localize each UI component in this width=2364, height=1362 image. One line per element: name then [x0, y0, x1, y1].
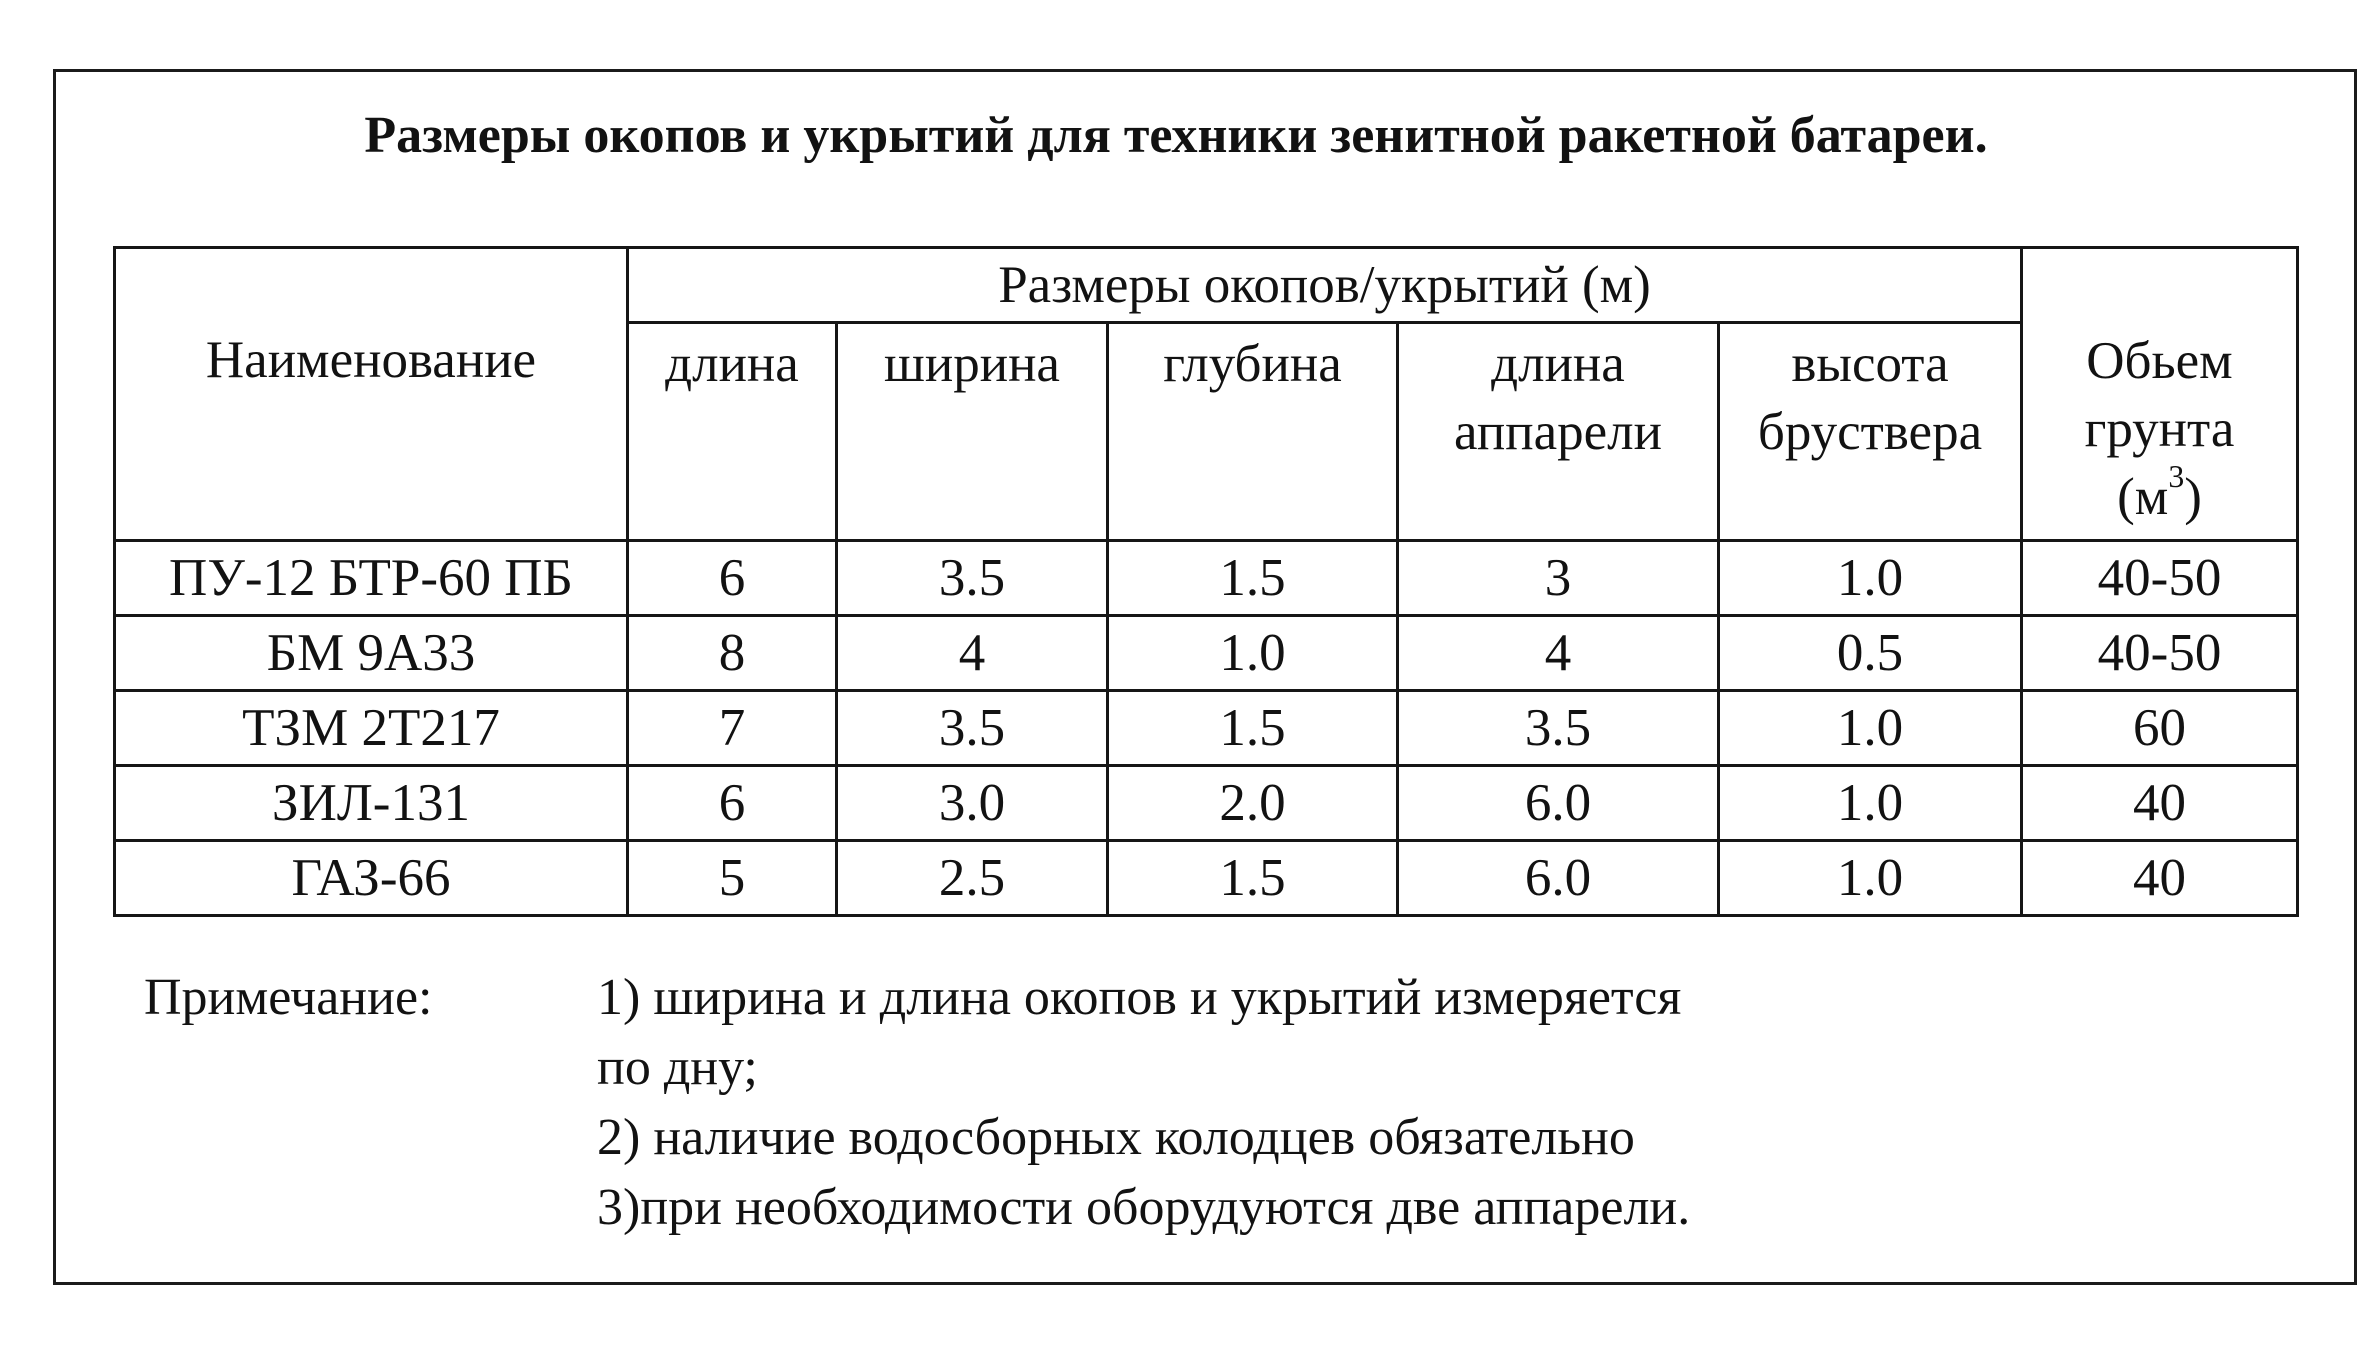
- table-row: [115, 766, 2298, 841]
- cell-length: 7: [628, 691, 837, 766]
- cell-ramp-length: 6.0: [1398, 841, 1719, 916]
- header-name: Наименование: [115, 248, 628, 541]
- header-length-label: длина: [665, 335, 799, 393]
- cell-ramp-length: 3.5: [1398, 691, 1719, 766]
- note-line: 1) ширина и длина окопов и укрытий измеряется: [597, 969, 1682, 1026]
- header-width: [837, 323, 1108, 541]
- cell-soil-volume: 60: [2022, 691, 2298, 766]
- cell-parapet-height: 1.0: [1719, 541, 2022, 616]
- header-row-top: [115, 248, 2298, 323]
- cell-length: 8: [628, 616, 837, 691]
- header-ramp-length: [1398, 323, 1719, 541]
- cell-length: 6: [628, 541, 837, 616]
- cell-parapet-height: 1.0: [1719, 766, 2022, 841]
- note-line: по дну;: [597, 1039, 758, 1096]
- cell-soil-volume: 40: [2022, 766, 2298, 841]
- note-line: 3)при необходимости оборудуются две аппарели.: [597, 1179, 1691, 1236]
- unit-close: ): [2184, 468, 2202, 526]
- cell-parapet-height: 1.0: [1719, 841, 2022, 916]
- header-soil-volume-line1: Обьем: [2086, 332, 2233, 390]
- cell-width: 4: [837, 616, 1108, 691]
- header-parapet-height-line1: высота: [1791, 335, 1949, 393]
- page-title: Размеры окопов и укрытий для техники зенитной ракетной батареи.: [364, 107, 1988, 164]
- cell-depth: 1.5: [1108, 541, 1398, 616]
- cell-depth: 2.0: [1108, 766, 1398, 841]
- cell-depth: 1.5: [1108, 841, 1398, 916]
- cell-parapet-height: 1.0: [1719, 691, 2022, 766]
- cell-name: ТЗМ 2Т217: [115, 691, 628, 766]
- header-depth: [1108, 323, 1398, 541]
- unit-exponent: 3: [2168, 458, 2185, 494]
- header-parapet-height-line2: бруствера: [1757, 403, 1983, 461]
- cell-length: 6: [628, 766, 837, 841]
- header-depth-label: глубина: [1163, 335, 1342, 393]
- unit-open: (м: [2117, 468, 2169, 526]
- header-soil-volume-unit: [2023, 458, 2296, 531]
- header-dimensions-group: Размеры окопов/укрытий (м): [628, 248, 2022, 323]
- header-soil-volume: [2022, 248, 2298, 541]
- header-ramp-length-line1: длина: [1491, 335, 1625, 393]
- cell-width: 3.0: [837, 766, 1108, 841]
- header-parapet-height: [1719, 323, 2022, 541]
- cell-name: ПУ-12 БТР-60 ПБ: [115, 541, 628, 616]
- cell-name: ГАЗ-66: [115, 841, 628, 916]
- cell-soil-volume: 40-50: [2022, 616, 2298, 691]
- cell-name: БМ 9А33: [115, 616, 628, 691]
- dimensions-table: [113, 246, 2299, 917]
- header-soil-volume-line2: грунта: [2084, 400, 2235, 458]
- header-ramp-length-line2: аппарели: [1454, 403, 1662, 461]
- cell-width: 3.5: [837, 691, 1108, 766]
- note-label: Примечание:: [144, 969, 433, 1026]
- cell-soil-volume: 40: [2022, 841, 2298, 916]
- cell-width: 2.5: [837, 841, 1108, 916]
- table-row: [115, 691, 2298, 766]
- cell-ramp-length: 6.0: [1398, 766, 1719, 841]
- header-width-label: ширина: [884, 335, 1060, 393]
- table-row: [115, 541, 2298, 616]
- cell-parapet-height: 0.5: [1719, 616, 2022, 691]
- cell-depth: 1.5: [1108, 691, 1398, 766]
- note-text: [597, 963, 1690, 1243]
- table-row: [115, 841, 2298, 916]
- table-row: [115, 616, 2298, 691]
- note-line: 2) наличие водосборных колодцев обязательно: [597, 1109, 1635, 1166]
- cell-ramp-length: 4: [1398, 616, 1719, 691]
- header-length: [628, 323, 837, 541]
- cell-soil-volume: 40-50: [2022, 541, 2298, 616]
- cell-name: ЗИЛ-131: [115, 766, 628, 841]
- cell-length: 5: [628, 841, 837, 916]
- cell-width: 3.5: [837, 541, 1108, 616]
- cell-ramp-length: 3: [1398, 541, 1719, 616]
- cell-depth: 1.0: [1108, 616, 1398, 691]
